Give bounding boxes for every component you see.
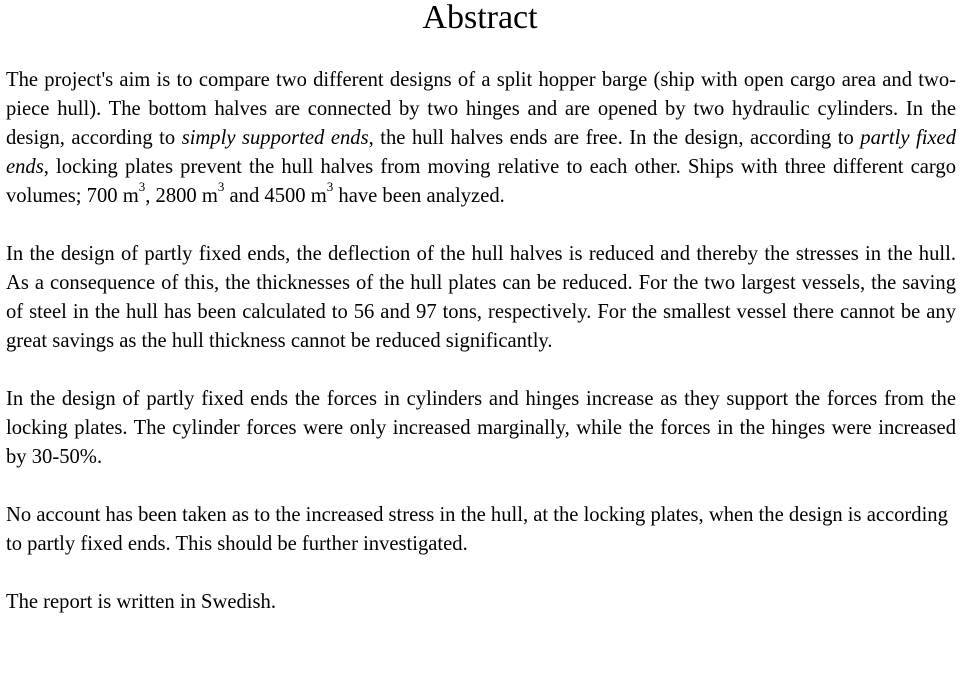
paragraph-designs-text-5: and 4500 m [224, 185, 327, 207]
paragraph-designs-text-4: , 2800 m [145, 185, 218, 207]
paragraph-designs-text-2: , the hull halves ends are free. In the design, according to [368, 127, 861, 149]
abstract-body [6, 66, 956, 617]
paragraph-deflection: In the design of partly fixed ends, the deflection of the hull halves is reduced and thereby the stresses in the hull. As a consequence of this, the thicknesses of the hull plates can be reduced. For the two largest vessels, the saving of steel in the hull has been calculated to 56 and 97 tons, respectively. For the smallest vessel there cannot be any great savings as the hull thickness cannot be reduced significantly. [6, 243, 956, 352]
paragraph-designs-text-6: have been analyzed. [333, 185, 505, 207]
simply-supported-ends-term: simply supported ends [181, 127, 369, 149]
superscript-cubic-1: 3 [138, 179, 146, 195]
paragraph-language-note: The report is written in Swedish. [6, 591, 276, 613]
paragraph-forces: In the design of partly fixed ends the forces in cylinders and hinges increase as they support the forces from the locking plates. The cylinder forces were only increased marginally, while the forces in the hinges were increased by 30-50%. [6, 388, 956, 468]
partly-fixed-ends-term: partly fixed ends [6, 127, 956, 178]
paragraph-designs-text-3: , locking plates prevent the hull halves from moving relative to each other. Ships with three different cargo volumes; 700 m [6, 156, 956, 207]
superscript-cubic-2: 3 [217, 179, 225, 195]
paragraph-further-investigation: No account has been taken as to the increased stress in the hull, at the locking plates, when the design is according to partly fixed ends. This should be further investigated. [6, 504, 948, 555]
superscript-cubic-3: 3 [326, 179, 334, 195]
abstract-heading: Abstract [422, 0, 538, 36]
paragraph-designs-text-1: The project's aim is to compare two different designs of a split hopper barge (ship with open cargo area and two-piece hull). The bottom halves are connected by two hinges and are opened by two hydraulic cylinders. In the design, according to [6, 69, 956, 149]
paragraph-designs [6, 66, 956, 211]
